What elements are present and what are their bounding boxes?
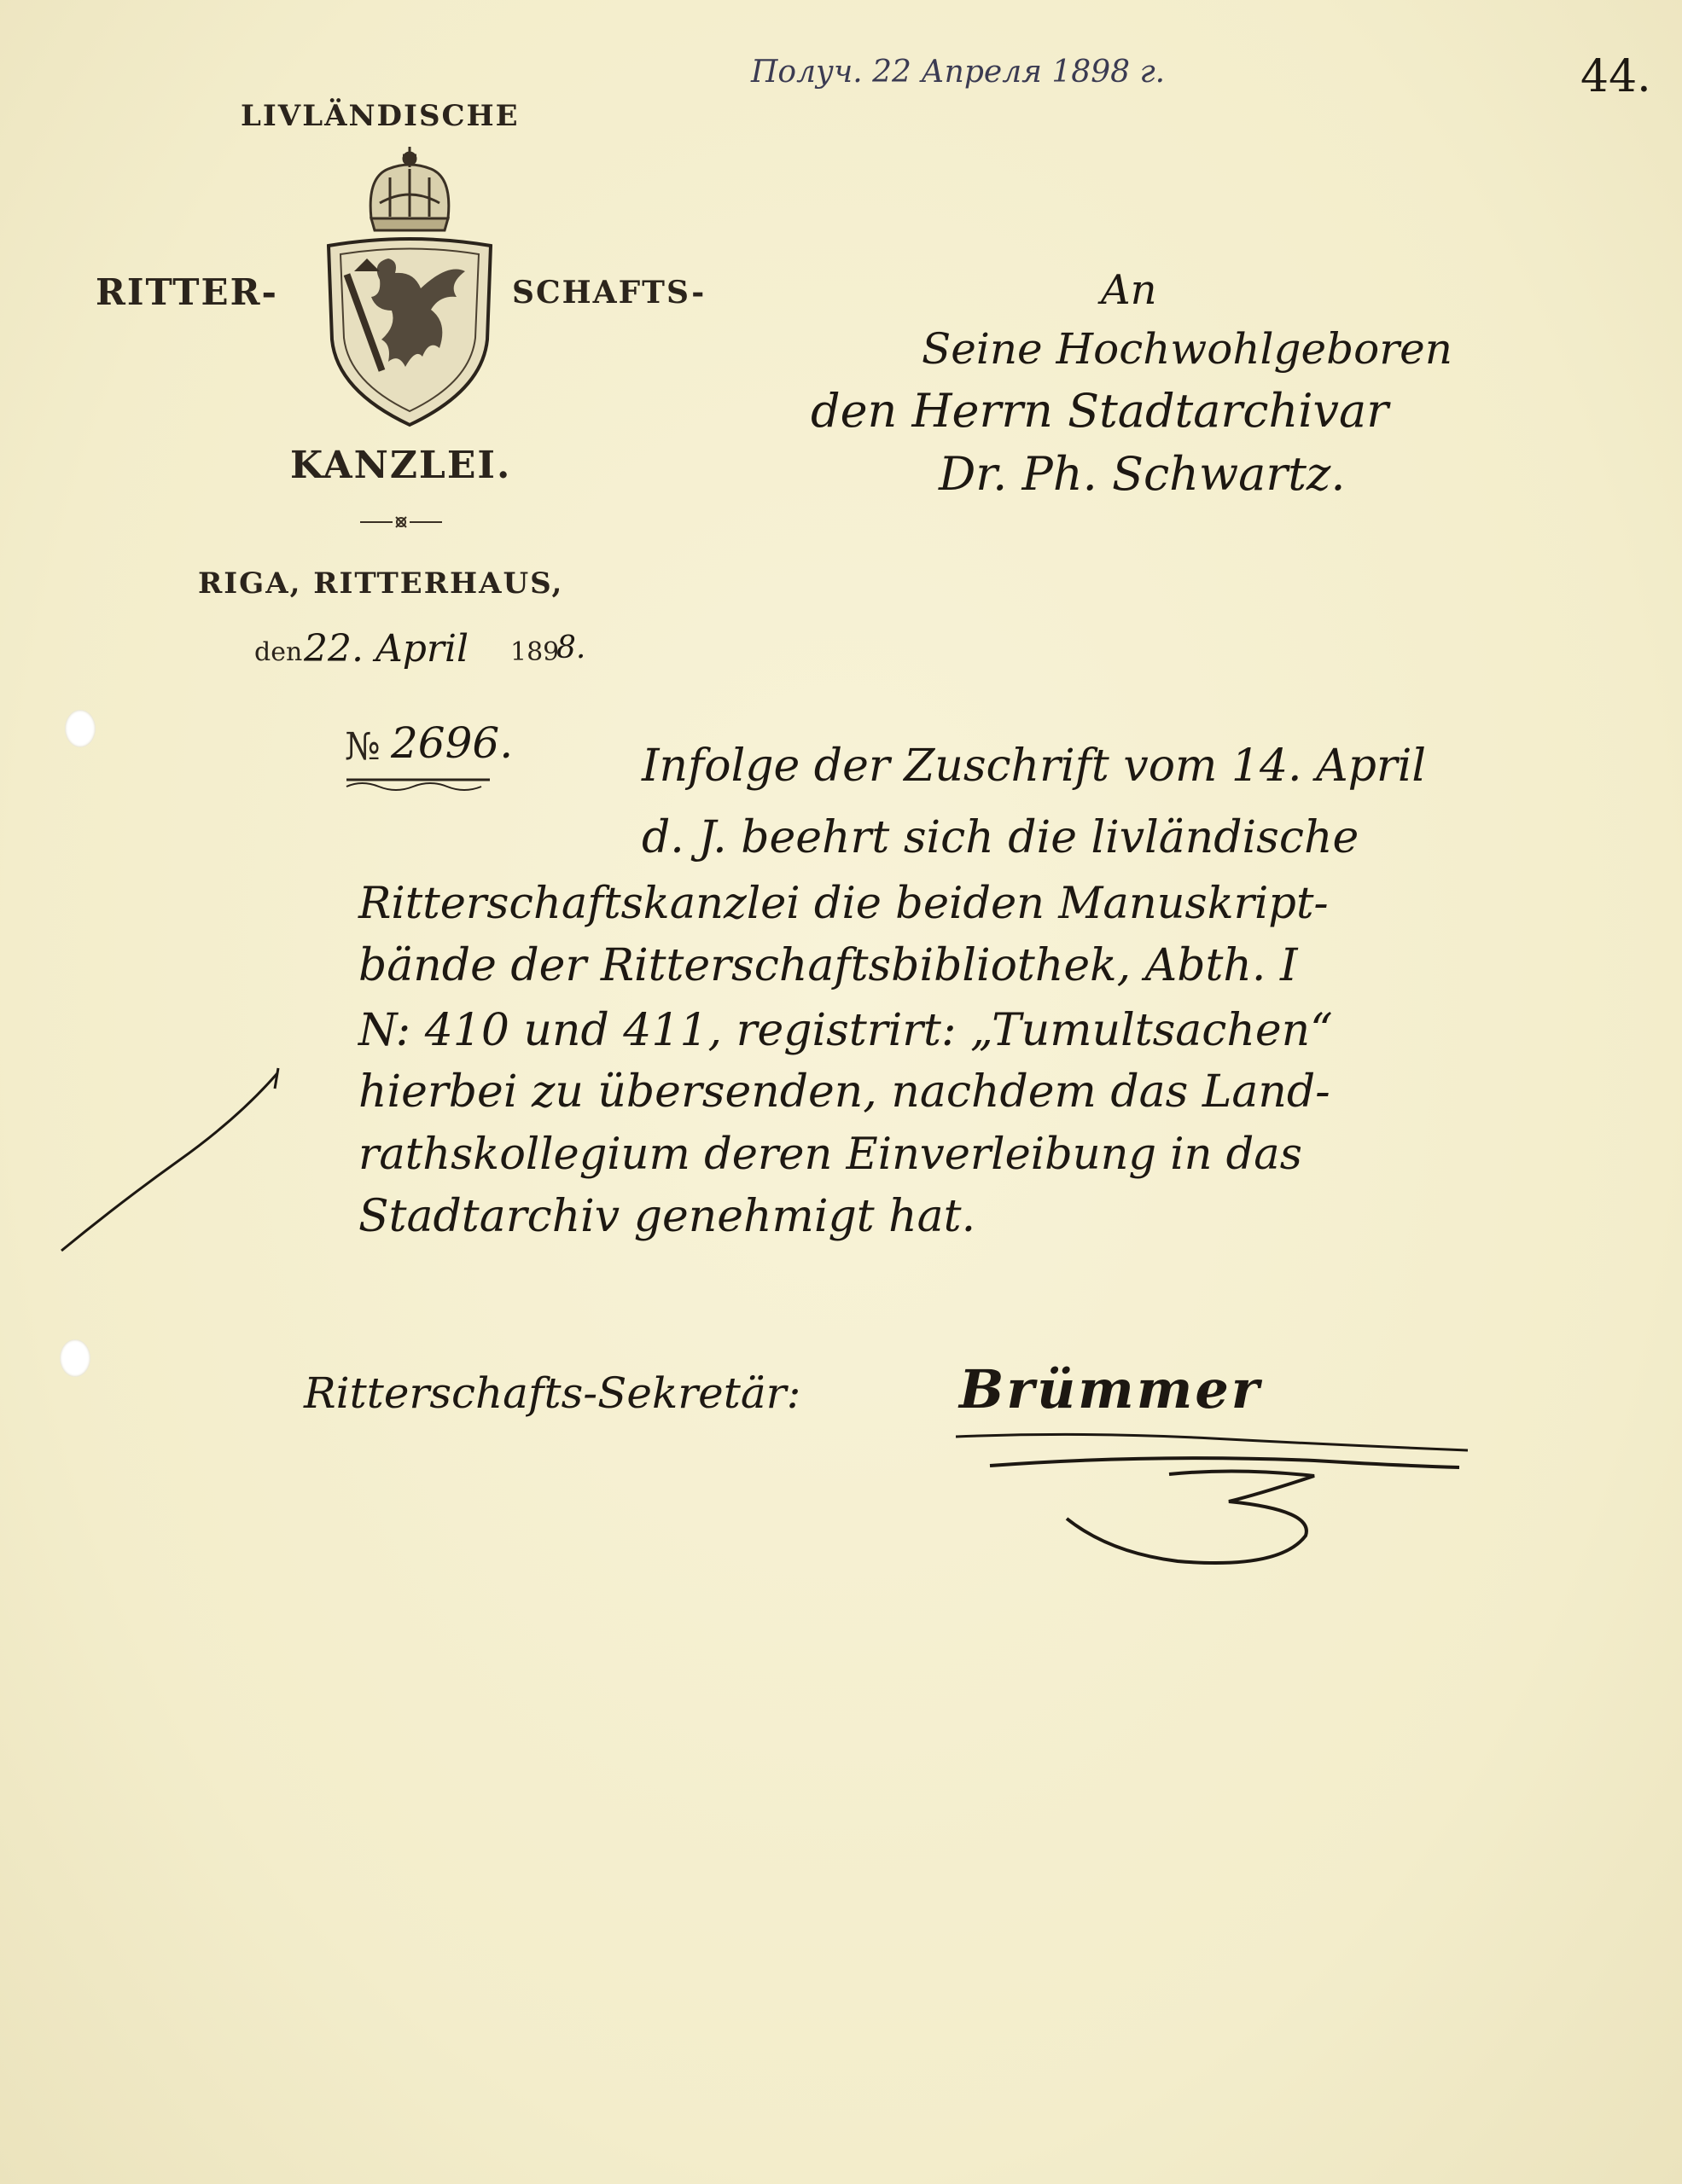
letterhead-location: RIGA, RITTERHAUS, [198,566,564,601]
date-prefix: den [254,637,303,667]
number-underline [345,775,515,792]
body-line-1: Infolge der Zuschrift vom 14. April [642,741,1427,792]
letterhead-line1: LIVLÄNDISCHE [241,99,520,133]
letterhead-line3: KANZLEI. [290,444,512,487]
body-line-2: d. J. beehrt sich die livländische [642,812,1359,863]
number-sign: № [345,725,381,769]
archive-receipt-note: Получ. 22 Апреля 1898 г. [751,55,1166,90]
closing-label: Ritterschafts-Sekretär: [304,1368,801,1418]
punch-hole-top [65,710,96,747]
body-line-4: bände der Ritterschaftsbibliothek, Abth. I [358,940,1298,991]
address-line3: den Herrn Stadtarchivar [811,384,1389,438]
body-line-7: rathskollegium deren Einverleibung in das [358,1130,1302,1180]
punch-hole-bottom [60,1339,90,1377]
letterhead-date [254,627,596,678]
margin-pencil-mark [51,1058,290,1263]
coat-of-arms-icon [320,143,499,433]
letterhead-right-word: SCHAFTS- [512,275,707,311]
number-value: 2696. [391,718,514,768]
letterhead-left-word: RITTER- [96,271,278,313]
body-line-3: Ritterschaftskanzlei die beiden Manuskript- [358,879,1329,929]
address-line1: An [1101,266,1157,314]
reference-number [345,718,567,799]
signature-flourish [956,1425,1476,1578]
folio-number: 44. [1580,51,1651,102]
address-line2: Seine Hochwohlgeboren [922,324,1452,374]
address-line4: Dr. Ph. Schwartz. [939,447,1346,501]
body-line-8: Stadtarchiv genehmigt hat. [358,1191,976,1242]
signature: Brümmer [959,1358,1262,1420]
date-handwritten: 22. April [304,627,469,671]
ornament-divider-icon [358,514,444,531]
date-year-printed: 189 [510,637,560,667]
date-year-handwritten: 8. [556,630,586,665]
body-line-6: hierbei zu übersenden, nachdem das Land- [358,1066,1330,1118]
body-line-5: N: 410 und 411, registrirt: „Tumultsachen“ [358,1005,1333,1056]
